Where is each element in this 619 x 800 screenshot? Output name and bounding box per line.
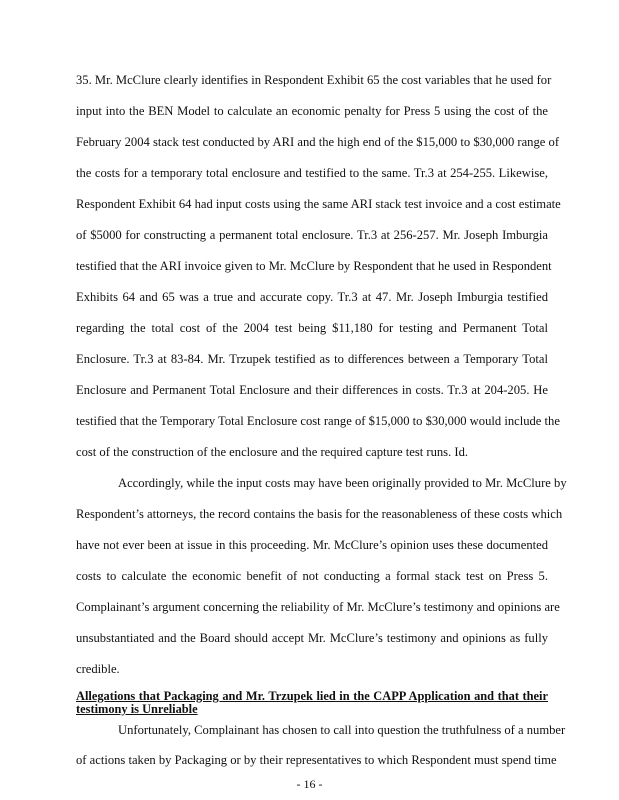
text-line: Respondent Exhibit 64 had input costs using the same ARI stack test invoice and a cost estimate <box>76 197 561 211</box>
text-line: testified that the Temporary Total Enclosure cost range of $15,000 to $30,000 would include the <box>76 414 560 428</box>
text-line: Exhibits 64 and 65 was a true and accurate copy. Tr.3 at 47. Mr. Joseph Imburgia testified <box>76 290 548 304</box>
text-line: Enclosure. Tr.3 at 83-84. Mr. Trzupek testified as to differences between a Temporary Total <box>76 352 548 366</box>
text-line: testified that the ARI invoice given to Mr. McClure by Respondent that he used in Respondent <box>76 259 552 273</box>
section-heading: testimony is Unreliable <box>76 702 198 716</box>
text-line: input into the BEN Model to calculate an economic penalty for Press 5 using the cost of the <box>76 104 548 118</box>
text-line: credible. <box>76 662 120 676</box>
text-line: Unfortunately, Complainant has chosen to call into question the truthfulness of a number <box>118 723 566 737</box>
text-line: have not ever been at issue in this proceeding. Mr. McClure’s opinion uses these documented <box>76 538 548 552</box>
section-heading: Allegations that Packaging and Mr. Trzupek lied in the CAPP Application and that their <box>76 689 548 703</box>
text-line: Respondent’s attorneys, the record contains the basis for the reasonableness of these costs which <box>76 507 563 521</box>
text-line: Accordingly, while the input costs may have been originally provided to Mr. McClure by <box>118 476 567 490</box>
text-line: Enclosure and Permanent Total Enclosure and their differences in costs. Tr.3 at 204-205. He <box>76 383 548 397</box>
text-line: 35. Mr. McClure clearly identifies in Respondent Exhibit 65 the cost variables that he used for <box>76 73 552 87</box>
page-number: - 16 - <box>296 777 323 791</box>
text-line: costs to calculate the economic benefit of not conducting a formal stack test on Press 5. <box>76 569 548 583</box>
text-line: regarding the total cost of the 2004 test being $11,180 for testing and Permanent Total <box>76 321 548 335</box>
text-line: Complainant’s argument concerning the reliability of Mr. McClure’s testimony and opinions are <box>76 600 560 614</box>
text-line: February 2004 stack test conducted by ARI and the high end of the $15,000 to $30,000 range of <box>76 135 560 149</box>
text-line: the costs for a temporary total enclosure and testified to the same. Tr.3 at 254-255. Likewise, <box>76 166 548 180</box>
text-line: cost of the construction of the enclosure and the required capture test runs. Id. <box>76 445 469 459</box>
text-line: unsubstantiated and the Board should accept Mr. McClure’s testimony and opinions as fully <box>76 631 548 645</box>
text-line: of actions taken by Packaging or by their representatives to which Respondent must spend time <box>76 753 557 767</box>
text-line: of $5000 for constructing a permanent total enclosure. Tr.3 at 256-257. Mr. Joseph Imburgia <box>76 228 548 242</box>
